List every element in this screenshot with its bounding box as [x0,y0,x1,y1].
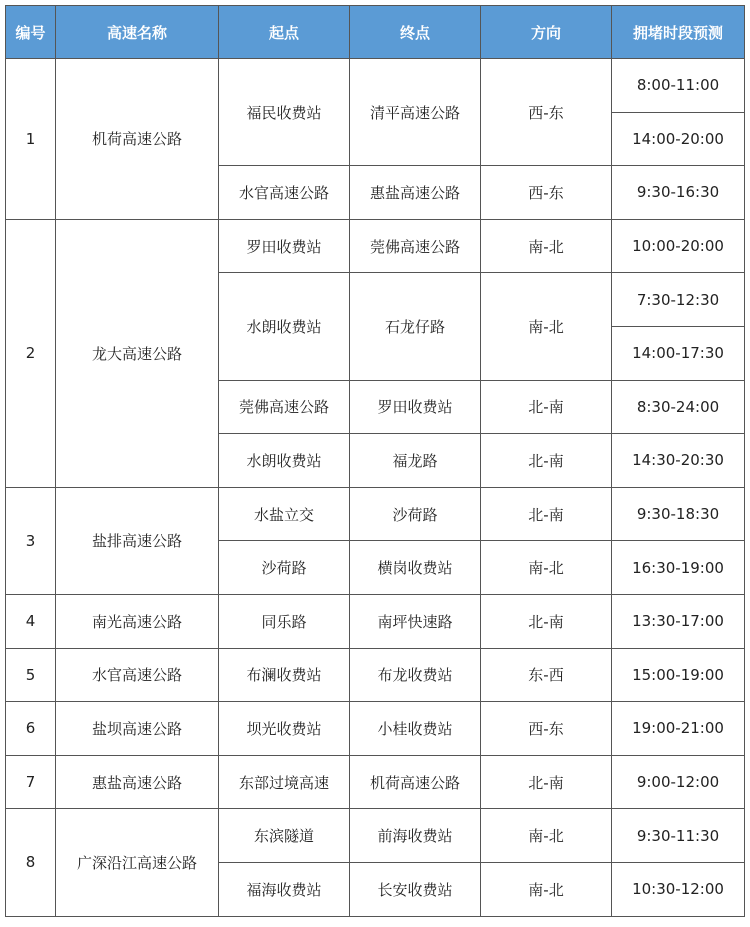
table-row [6,755,745,809]
cell-direction: 北-南 [481,380,612,434]
cell-forecast-time: 9:30-16:30 [612,166,745,220]
cell-end: 前海收费站 [350,809,481,863]
cell-forecast-time: 19:00-21:00 [612,702,745,756]
cell-start: 布澜收费站 [219,648,350,702]
cell-start: 莞佛高速公路 [219,380,350,434]
cell-no: 3 [6,487,56,594]
cell-direction: 北-南 [481,755,612,809]
table-row [6,809,745,863]
cell-forecast-time: 13:30-17:00 [612,594,745,648]
cell-start: 坝光收费站 [219,702,350,756]
cell-end: 横岗收费站 [350,541,481,595]
cell-highway-name: 惠盐高速公路 [56,755,219,809]
congestion-forecast-table-container [5,5,745,917]
cell-end: 小桂收费站 [350,702,481,756]
cell-no: 5 [6,648,56,702]
cell-end: 罗田收费站 [350,380,481,434]
cell-highway-name: 机荷高速公路 [56,59,219,220]
cell-direction: 北-南 [481,594,612,648]
cell-direction: 东-西 [481,648,612,702]
cell-end: 南坪快速路 [350,594,481,648]
cell-highway-name: 南光高速公路 [56,594,219,648]
cell-highway-name: 龙大高速公路 [56,219,219,487]
cell-forecast-time: 10:00-20:00 [612,219,745,273]
cell-direction: 西-东 [481,166,612,220]
table-body [6,59,745,917]
cell-no: 6 [6,702,56,756]
header-forecast: 拥堵时段预测 [612,6,745,59]
cell-start: 东部过境高速 [219,755,350,809]
cell-start: 福民收费站 [219,59,350,166]
cell-forecast-time: 15:00-19:00 [612,648,745,702]
cell-start: 沙荷路 [219,541,350,595]
cell-start: 水官高速公路 [219,166,350,220]
cell-end: 机荷高速公路 [350,755,481,809]
cell-no: 8 [6,809,56,916]
cell-end: 福龙路 [350,434,481,488]
header-start: 起点 [219,6,350,59]
cell-highway-name: 水官高速公路 [56,648,219,702]
cell-no: 7 [6,755,56,809]
header-end: 终点 [350,6,481,59]
cell-direction: 西-东 [481,702,612,756]
table-header [6,6,745,59]
header-row [6,6,745,59]
cell-end: 石龙仔路 [350,273,481,380]
table-row [6,648,745,702]
cell-end: 沙荷路 [350,487,481,541]
cell-forecast-time: 8:30-24:00 [612,380,745,434]
cell-start: 东滨隧道 [219,809,350,863]
table-row [6,702,745,756]
cell-direction: 南-北 [481,219,612,273]
cell-forecast-time: 14:00-17:30 [612,326,745,380]
cell-forecast-time: 14:30-20:30 [612,434,745,488]
cell-direction: 北-南 [481,487,612,541]
cell-forecast-time: 16:30-19:00 [612,541,745,595]
cell-no: 4 [6,594,56,648]
cell-start: 水朗收费站 [219,273,350,380]
table-row [6,487,745,541]
congestion-forecast-table [5,5,745,917]
header-no: 编号 [6,6,56,59]
cell-end: 惠盐高速公路 [350,166,481,220]
cell-start: 福海收费站 [219,862,350,916]
cell-forecast-time: 8:00-11:00 [612,59,745,113]
cell-start: 水盐立交 [219,487,350,541]
cell-direction: 西-东 [481,59,612,166]
cell-forecast-time: 10:30-12:00 [612,862,745,916]
cell-end: 长安收费站 [350,862,481,916]
cell-no: 1 [6,59,56,220]
cell-end: 布龙收费站 [350,648,481,702]
header-name: 高速名称 [56,6,219,59]
cell-forecast-time: 14:00-20:00 [612,112,745,166]
cell-direction: 北-南 [481,434,612,488]
cell-direction: 南-北 [481,809,612,863]
cell-end: 莞佛高速公路 [350,219,481,273]
cell-start: 罗田收费站 [219,219,350,273]
cell-forecast-time: 7:30-12:30 [612,273,745,327]
table-row [6,59,745,113]
cell-direction: 南-北 [481,862,612,916]
cell-forecast-time: 9:00-12:00 [612,755,745,809]
cell-start: 水朗收费站 [219,434,350,488]
cell-no: 2 [6,219,56,487]
cell-forecast-time: 9:30-18:30 [612,487,745,541]
cell-highway-name: 盐排高速公路 [56,487,219,594]
cell-end: 清平高速公路 [350,59,481,166]
table-row [6,219,745,273]
cell-highway-name: 盐坝高速公路 [56,702,219,756]
cell-direction: 南-北 [481,541,612,595]
table-row [6,594,745,648]
cell-forecast-time: 9:30-11:30 [612,809,745,863]
cell-direction: 南-北 [481,273,612,380]
cell-highway-name: 广深沿江高速公路 [56,809,219,916]
header-direction: 方向 [481,6,612,59]
cell-start: 同乐路 [219,594,350,648]
